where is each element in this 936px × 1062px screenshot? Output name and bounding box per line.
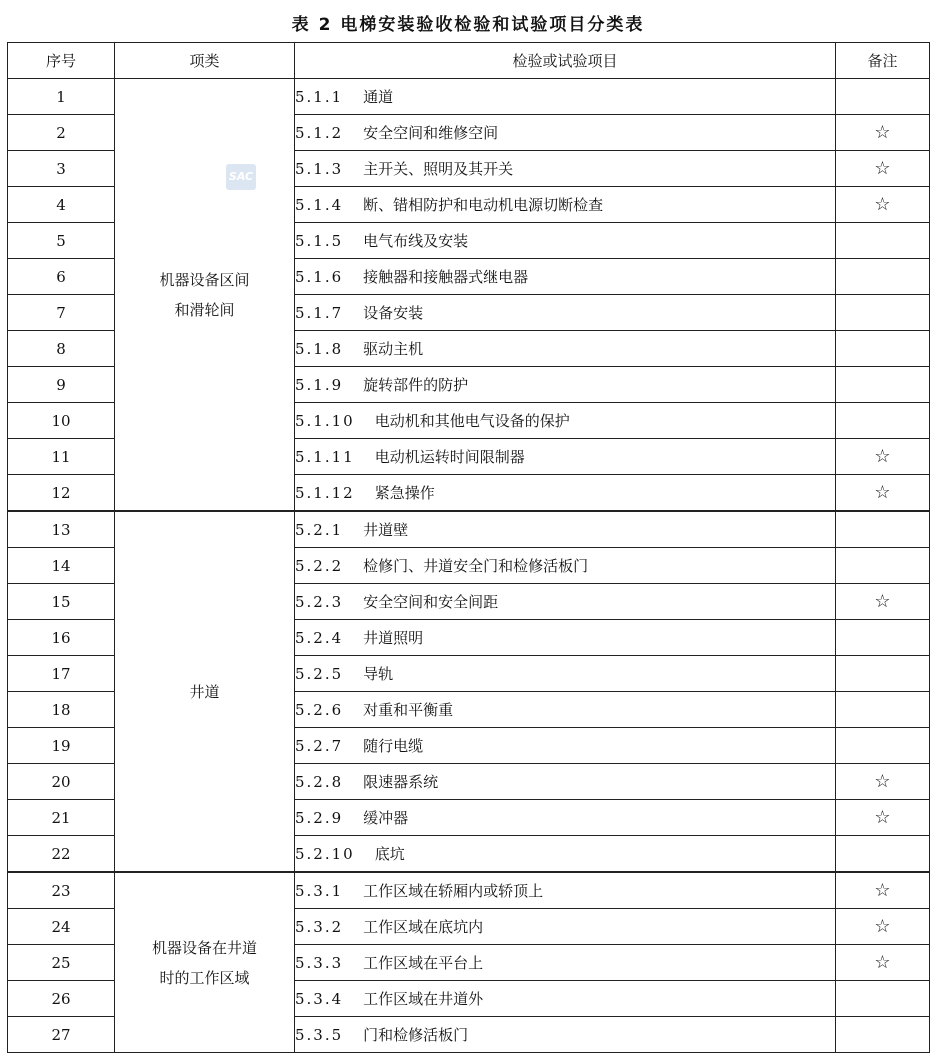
item-name: 对重和平衡重	[363, 701, 454, 719]
item-code: 5.2.5	[295, 665, 344, 683]
note-cell	[836, 1017, 930, 1053]
header-no: 序号	[8, 43, 115, 79]
item-code: 5.1.7	[295, 304, 344, 322]
item-name: 随行电缆	[363, 737, 424, 755]
header-category: 项类	[115, 43, 295, 79]
header-item: 检验或试验项目	[295, 43, 836, 79]
item-name: 工作区域在平台上	[363, 954, 484, 972]
row-number: 1	[8, 79, 115, 115]
note-cell	[836, 656, 930, 692]
note-cell	[836, 79, 930, 115]
item-code: 5.2.6	[295, 701, 344, 719]
item-code: 5.2.2	[295, 557, 344, 575]
item-cell	[295, 909, 836, 945]
item-name: 紧急操作	[374, 484, 435, 502]
item-name: 主开关、照明及其开关	[363, 160, 514, 178]
item-cell	[295, 439, 836, 475]
item-name: 电气布线及安装	[363, 232, 469, 250]
item-name: 导轨	[363, 665, 394, 683]
row-number: 20	[8, 764, 115, 800]
item-code: 5.1.12	[295, 484, 355, 502]
item-name: 井道照明	[363, 629, 424, 647]
item-name: 工作区域在轿厢内或轿顶上	[363, 882, 544, 900]
item-code: 5.2.9	[295, 809, 344, 827]
item-code: 5.2.1	[295, 521, 344, 539]
note-cell	[836, 259, 930, 295]
star-icon: ☆	[836, 909, 930, 945]
row-number: 4	[8, 187, 115, 223]
row-number: 6	[8, 259, 115, 295]
item-cell	[295, 403, 836, 439]
item-name: 断、错相防护和电动机电源切断检查	[363, 196, 604, 214]
note-cell	[836, 981, 930, 1017]
star-icon: ☆	[836, 439, 930, 475]
item-name: 通道	[363, 88, 394, 106]
star-icon: ☆	[836, 115, 930, 151]
item-cell	[295, 836, 836, 873]
item-cell	[295, 800, 836, 836]
item-code: 5.1.4	[295, 196, 344, 214]
row-number: 13	[8, 511, 115, 548]
item-cell	[295, 511, 836, 548]
item-name: 旋转部件的防护	[363, 376, 469, 394]
table-title: 表 2 电梯安装验收检验和试验项目分类表	[291, 15, 645, 35]
item-cell	[295, 475, 836, 512]
item-cell	[295, 115, 836, 151]
item-code: 5.3.4	[295, 990, 344, 1008]
table-row	[8, 872, 930, 909]
item-code: 5.2.4	[295, 629, 344, 647]
item-name: 工作区域在底坑内	[363, 918, 484, 936]
item-code: 5.1.10	[295, 412, 355, 430]
note-cell	[836, 511, 930, 548]
item-name: 门和检修活板门	[363, 1026, 469, 1044]
note-cell	[836, 620, 930, 656]
item-cell	[295, 764, 836, 800]
note-cell	[836, 403, 930, 439]
row-number: 9	[8, 367, 115, 403]
item-code: 5.2.8	[295, 773, 344, 791]
star-icon: ☆	[836, 872, 930, 909]
item-name: 驱动主机	[363, 340, 424, 358]
item-name: 电动机运转时间限制器	[374, 448, 525, 466]
row-number: 7	[8, 295, 115, 331]
row-number: 27	[8, 1017, 115, 1053]
note-cell	[836, 367, 930, 403]
item-cell	[295, 1017, 836, 1053]
item-name: 井道壁	[363, 521, 409, 539]
item-cell	[295, 692, 836, 728]
row-number: 25	[8, 945, 115, 981]
item-code: 5.1.8	[295, 340, 344, 358]
header-row	[8, 43, 930, 79]
row-number: 12	[8, 475, 115, 512]
item-cell	[295, 548, 836, 584]
item-code: 5.1.1	[295, 88, 344, 106]
item-code: 5.3.5	[295, 1026, 344, 1044]
item-code: 5.2.3	[295, 593, 344, 611]
star-icon: ☆	[836, 800, 930, 836]
item-code: 5.1.5	[295, 232, 344, 250]
category-cell: 井道	[115, 511, 295, 872]
item-code: 5.2.10	[295, 845, 355, 863]
item-cell	[295, 584, 836, 620]
item-name: 缓冲器	[363, 809, 409, 827]
item-cell	[295, 223, 836, 259]
row-number: 2	[8, 115, 115, 151]
item-cell	[295, 295, 836, 331]
item-cell	[295, 945, 836, 981]
item-name: 安全空间和维修空间	[363, 124, 499, 142]
table-body	[8, 79, 930, 1053]
item-cell	[295, 79, 836, 115]
item-cell	[295, 259, 836, 295]
item-code: 5.1.3	[295, 160, 344, 178]
item-cell	[295, 367, 836, 403]
item-name: 工作区域在井道外	[363, 990, 484, 1008]
row-number: 10	[8, 403, 115, 439]
row-number: 21	[8, 800, 115, 836]
row-number: 14	[8, 548, 115, 584]
header-note: 备注	[836, 43, 930, 79]
note-cell	[836, 692, 930, 728]
item-name: 接触器和接触器式继电器	[363, 268, 529, 286]
item-cell	[295, 187, 836, 223]
item-name: 检修门、井道安全门和检修活板门	[363, 557, 589, 575]
row-number: 8	[8, 331, 115, 367]
row-number: 5	[8, 223, 115, 259]
item-cell	[295, 872, 836, 909]
table-row	[8, 79, 930, 115]
note-cell	[836, 223, 930, 259]
item-code: 5.2.7	[295, 737, 344, 755]
note-cell	[836, 836, 930, 873]
item-name: 底坑	[374, 845, 405, 863]
row-number: 22	[8, 836, 115, 873]
item-code: 5.3.2	[295, 918, 344, 936]
star-icon: ☆	[836, 151, 930, 187]
category-cell: 机器设备在井道 时的工作区域	[115, 872, 295, 1053]
item-cell	[295, 151, 836, 187]
item-code: 5.3.1	[295, 882, 344, 900]
item-code: 5.1.6	[295, 268, 344, 286]
item-cell	[295, 728, 836, 764]
item-name: 限速器系统	[363, 773, 439, 791]
note-cell	[836, 728, 930, 764]
row-number: 17	[8, 656, 115, 692]
item-cell	[295, 656, 836, 692]
item-name: 电动机和其他电气设备的保护	[374, 412, 570, 430]
row-number: 16	[8, 620, 115, 656]
star-icon: ☆	[836, 764, 930, 800]
star-icon: ☆	[836, 475, 930, 512]
star-icon: ☆	[836, 945, 930, 981]
note-cell	[836, 331, 930, 367]
row-number: 19	[8, 728, 115, 764]
item-code: 5.1.2	[295, 124, 344, 142]
inspection-table	[7, 42, 930, 1053]
row-number: 24	[8, 909, 115, 945]
item-cell	[295, 331, 836, 367]
item-code: 5.1.9	[295, 376, 344, 394]
item-code: 5.1.11	[295, 448, 355, 466]
item-name: 安全空间和安全间距	[363, 593, 499, 611]
row-number: 18	[8, 692, 115, 728]
star-icon: ☆	[836, 584, 930, 620]
note-cell	[836, 548, 930, 584]
row-number: 23	[8, 872, 115, 909]
row-number: 15	[8, 584, 115, 620]
category-cell: 机器设备区间 和滑轮间	[115, 79, 295, 512]
star-icon: ☆	[836, 187, 930, 223]
row-number: 26	[8, 981, 115, 1017]
table-row	[8, 511, 930, 548]
note-cell	[836, 295, 930, 331]
item-name: 设备安装	[363, 304, 424, 322]
item-cell	[295, 981, 836, 1017]
row-number: 3	[8, 151, 115, 187]
item-cell	[295, 620, 836, 656]
sac-watermark-logo: SAC	[226, 164, 256, 190]
item-code: 5.3.3	[295, 954, 344, 972]
row-number: 11	[8, 439, 115, 475]
